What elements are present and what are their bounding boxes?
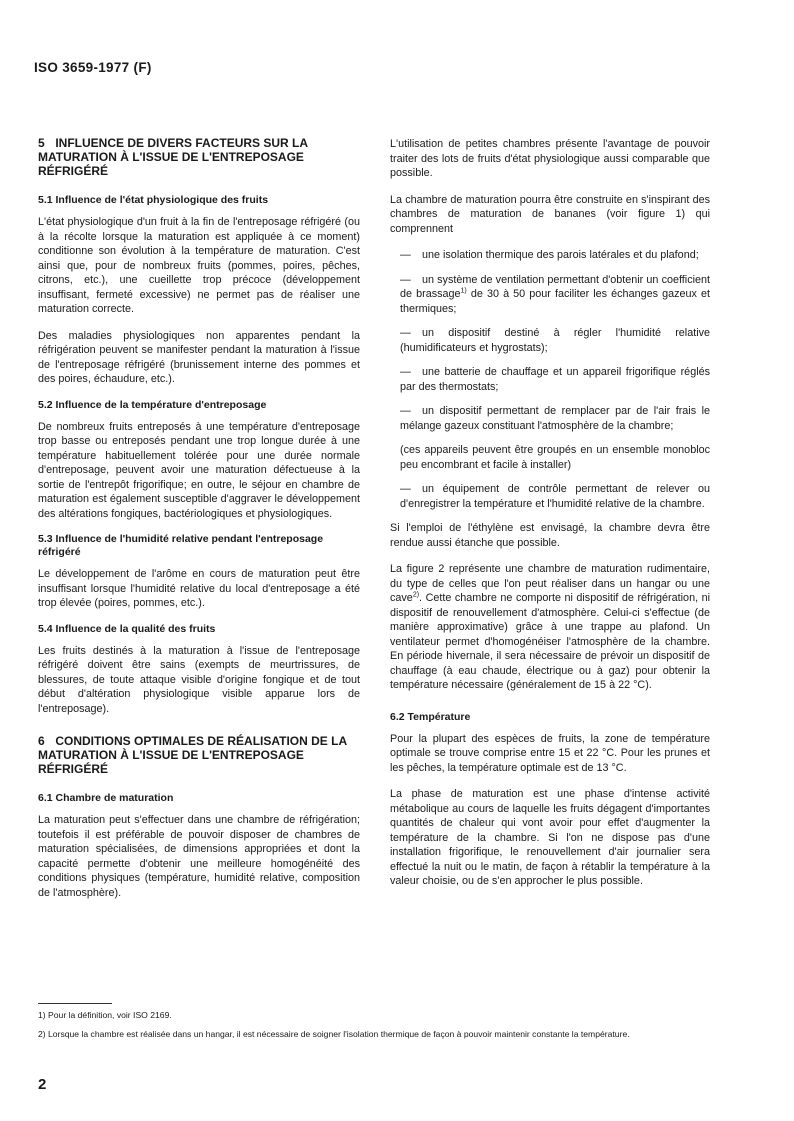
section-6-1-paragraph: La maturation peut s'effectuer dans une chambre de réfrigération; toutefois il est préférable de pouvoir disposer de chambres de maturation spécialisées, de dimensions appropriées et dont la capacité permette d'obtenir une meilleure homogénéité des conditions physiques (température, humidité relative, composition de l'atmosphère). [38, 814, 360, 899]
section-5-number: 5 [38, 136, 45, 150]
section-6-2-paragraph-2: La phase de maturation est une phase d'intense activité métabolique au cours de laquelle les fruits dégagent d'importantes quantités de chaleur qui vont avoir pour effet d'augmenter la température de la chambre. Si l'on ne dispose pas d'une installation frigorifique, le renouvellement d'air journalier sera effectué la nuit ou le matin, de façon à rétablir la température à la valeur choisie, ou de s'en approcher le plus possible. [390, 788, 710, 887]
figure-2-paragraph: La figure 2 représente une chambre de maturation rudimentaire, du type de celles que l'on peut réaliser dans un hangar ou une cave$^{2)}$. Cette chambre ne comporte ni dispositif de réfrigération, ni dispositif de renouvellement d'atmosphère. Celui-ci s'effectue (de manière approximative) grâce à une trappe au plafond. Un ventilateur permet d'homogénéiser l'atmosphère de la chambre. En période hivernale, il sera nécessaire de prévoir un dispositif de chauffage (à eau chaude, électrique ou à gaz) pour obtenir la température nécessaire (généralement de 15 à 22 °C). [390, 563, 710, 691]
left-column [38, 136, 360, 912]
section-5-1-heading: 5.1 Influence de l'état physiologique des fruits [38, 194, 269, 206]
footnote-ref-2: 2) [412, 591, 420, 599]
list-item: — un dispositif destiné à régler l'humidité relative (humidificateurs et hygrostats); [400, 327, 710, 354]
footnote-1: 1) Pour la définition, voir ISO 2169. [38, 1010, 172, 1020]
section-6-heading [38, 734, 360, 776]
footnote-divider [38, 1003, 112, 1004]
footnote-ref-1: 1) [460, 287, 467, 295]
list-item: — un dispositif permettant de remplacer par de l'air frais le mélange gazeux constituant l'atmosphère de la chambre; [400, 405, 710, 432]
section-5-2-heading: 5.2 Influence de la température d'entreposage [38, 398, 267, 411]
right-column [390, 137, 710, 901]
section-5-2-paragraph: De nombreux fruits entreposés à une température d'entreposage trop basse ou entreposés pendant une trop longue durée à une température habituellement tolérée pour une durée normale d'entreposage, peuvent avoir une maturation défectueuse à la sortie de l'entrepôt frigorifique; en outre, le séjour en chambre de maturation est également susceptible d'aggraver le développement des altérations fongiques, bactériologiques et physiologiques. [38, 420, 360, 520]
list-item: — un système de ventilation permettant d'obtenir un coefficient de brassage$^{1)}$ de 30 à 50 pour faciliter les échanges gazeux et thermiques; [400, 273, 710, 315]
section-5-4-heading: 5.4 Influence de la qualité des fruits [38, 622, 216, 635]
section-5-1-paragraph-1: L'état physiologique d'un fruit à la fin de l'entreposage réfrigéré (ou à la récolte lorsque la maturation est appliquée à ce moment) conditionne son évolution à la température de maturation. C'est ainsi que, pour de nombreux fruits (pommes, poires, pêches, citrons, etc.), une cueillette trop précoce (développement insuffisant, fermeté excessive) ne permet pas de réaliser une maturation correcte. [38, 216, 360, 315]
section-6-number: 6 [38, 734, 45, 748]
rooms-paragraph: L'utilisation de petites chambres présente l'avantage de pouvoir traiter des lots de fruits d'état physiologique aussi comparable que possible. [390, 138, 710, 179]
section-6-1-heading: 6.1 Chambre de maturation [38, 792, 174, 804]
section-6-title: CONDITIONS OPTIMALES DE RÉALISATION DE LA MATURATION À L'ISSUE DE L'ENTREPOSAGE RÉFRIGÉRÉ [38, 734, 347, 776]
list-item: — un équipement de contrôle permettant de relever ou d'enregistrer la température et l'humidité relative de la chambre. [400, 483, 710, 510]
section-5-heading [38, 136, 360, 178]
footnote-2: 2) Lorsque la chambre est réalisée dans un hangar, il est nécessaire de soigner l'isolation thermique de façon à pouvoir maintenir constante la température. [38, 1029, 630, 1039]
list-item: — une isolation thermique des parois latérales et du plafond; [400, 249, 699, 261]
section-5-4-paragraph: Les fruits destinés à la maturation à l'issue de l'entreposage réfrigéré doivent être sains (exempts de meurtrissures, de blessures, de toute attaque visible d'origine fongique et de tout début d'altération physiologique visible apparue lors de l'entreposage). [38, 644, 360, 715]
section-5-3-heading: 5.3 Influence de l'humidité relative pendant l'entreposage réfrigéré [38, 533, 324, 558]
list-note: (ces appareils peuvent être groupés en un ensemble monobloc peu encombrant et facile à installer) [400, 444, 710, 471]
section-5-1-paragraph-2: Des maladies physiologiques non apparentes pendant la réfrigération peuvent se manifester pendant la maturation à l'issue de l'entreposage réfrigéré (brunissement interne des pommes et des poires, échaudure, etc.). [38, 329, 360, 385]
document-header: ISO 3659-1977 (F) [34, 60, 152, 75]
section-5-title: INFLUENCE DE DIVERS FACTEURS SUR LA MATURATION À L'ISSUE DE L'ENTREPOSAGE RÉFRIGÉRÉ [38, 136, 308, 178]
section-6-2-paragraph-1: Pour la plupart des espèces de fruits, la zone de température optimale se trouve comprise entre 15 et 22 °C. Pour les prunes et les pêches, la température optimale est de 13 °C. [390, 732, 710, 774]
list-item: — une batterie de chauffage et un appareil frigorifique réglés par des thermostats; [400, 366, 710, 393]
ethylene-paragraph: Si l'emploi de l'éthylène est envisagé, la chambre devra être rendue aussi étanche que possible. [390, 522, 710, 549]
construction-paragraph: La chambre de maturation pourra être construite en s'inspirant des chambres de maturation de bananes (voir figure 1) qui comprennent [390, 193, 710, 235]
section-6-2-heading: 6.2 Température [390, 710, 471, 723]
page-number: 2 [38, 1076, 47, 1093]
section-5-3-paragraph: Le développement de l'arôme en cours de maturation peut être insuffisant lorsque l'humidité relative du local d'entreposage a été trop élevée (poires, pommes, etc.). [38, 568, 360, 609]
